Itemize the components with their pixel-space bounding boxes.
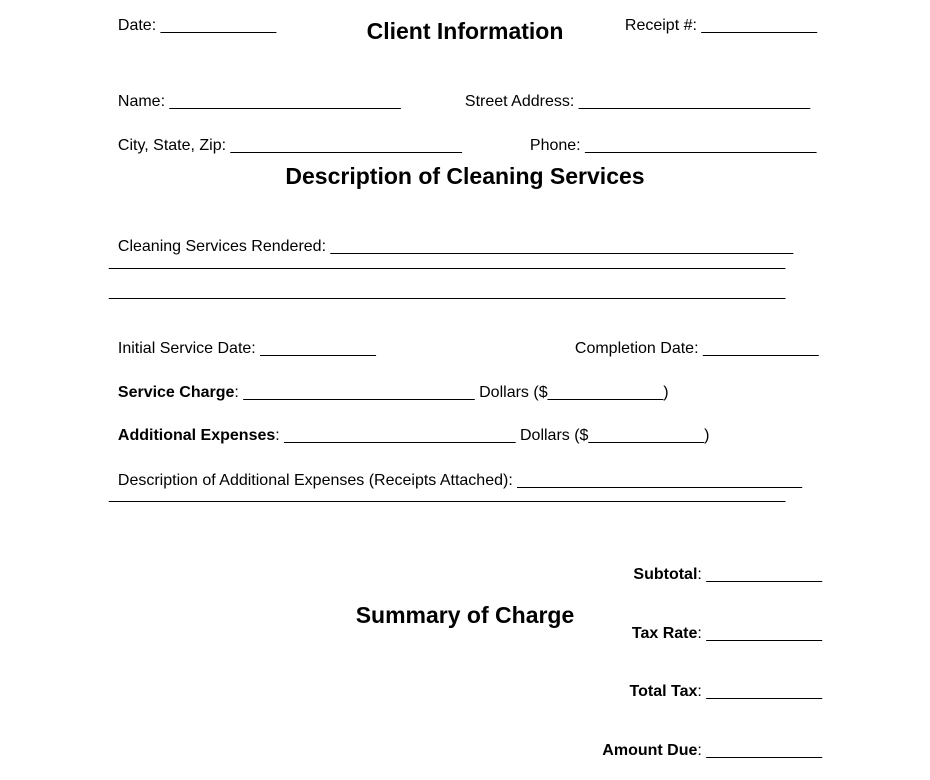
additional-expenses-colon: : [275,427,280,444]
services-rendered-label: Cleaning Services Rendered: [117,238,327,255]
additional-expenses-description-field[interactable] [109,454,802,490]
totals-block [460,526,822,780]
additional-expenses-words-blank[interactable]: __________________________ [284,427,516,444]
receipt-blank[interactable]: _____________ [701,17,818,34]
city-state-zip-field[interactable] [109,119,462,155]
street-address-label: Street Address: [464,93,575,110]
initial-service-date-field[interactable] [109,322,376,358]
additional-expenses-dollars-label: Dollars ($ [519,427,589,444]
receipt-label: Receipt #: [624,17,697,34]
subtotal-field[interactable] [460,565,822,585]
service-charge-colon: : [234,384,239,401]
amount-due-field[interactable] [460,741,822,761]
additional-expenses-description-label: Description of Additional Expenses (Receipts Attached): [117,472,513,489]
subtotal-label: Subtotal [633,566,698,583]
total-tax-blank[interactable]: _____________ [706,683,822,700]
total-tax-colon: : [697,683,702,700]
client-information-heading: Client Information [366,18,564,44]
service-charge-dollars-label: Dollars ($ [479,384,548,401]
initial-service-date-label: Initial Service Date: [117,340,256,357]
additional-expenses-description-line-2[interactable]: ____________________________________________________________________________ [109,486,786,503]
tax-rate-colon: : [697,624,702,642]
tax-rate-label: Tax Rate [631,624,698,642]
name-field[interactable] [109,75,401,111]
services-rendered-blank[interactable]: ____________________________________________________ [330,238,794,255]
name-label: Name: [117,93,166,110]
completion-date-field[interactable] [566,322,819,358]
street-address-blank[interactable]: __________________________ [578,93,811,110]
phone-field[interactable] [521,119,816,155]
services-rendered-field[interactable] [109,220,793,256]
additional-expenses-label: Additional Expenses [117,427,276,444]
total-tax-field[interactable] [460,682,822,702]
services-rendered-line-2[interactable]: ____________________________________________________________________________ [109,253,786,270]
subtotal-blank[interactable]: _____________ [706,566,822,583]
completion-date-blank[interactable]: _____________ [702,340,819,357]
phone-label: Phone: [529,137,581,154]
name-blank[interactable]: __________________________ [169,93,401,110]
amount-due-blank[interactable]: _____________ [706,741,822,759]
total-tax-label: Total Tax [629,683,698,700]
additional-expenses-field[interactable] [109,409,709,445]
service-charge-field[interactable] [109,366,669,402]
service-charge-label: Service Charge [117,384,235,401]
service-charge-words-blank[interactable]: __________________________ [243,384,475,401]
services-rendered-line-3[interactable]: ____________________________________________________________________________ [109,283,786,300]
additional-expenses-amount-blank[interactable]: _____________ [588,427,705,444]
subtotal-colon: : [697,566,702,583]
additional-expenses-description-blank[interactable]: ________________________________ [517,472,802,489]
summary-of-charge-heading: Summary of Charge [355,602,575,628]
service-charge-close-paren: ) [663,384,669,401]
city-state-zip-blank[interactable]: __________________________ [230,137,462,154]
completion-date-label: Completion Date: [574,340,699,357]
service-charge-amount-blank[interactable]: _____________ [547,384,664,401]
initial-service-date-blank[interactable]: _____________ [260,340,376,357]
additional-expenses-close-paren: ) [704,427,710,444]
cleaning-services-heading: Description of Cleaning Services [285,163,645,189]
city-state-zip-label: City, State, Zip: [117,137,227,154]
amount-due-colon: : [697,741,702,759]
phone-blank[interactable]: __________________________ [585,137,817,154]
date-label: Date: [117,17,157,34]
date-blank[interactable]: _____________ [160,17,277,34]
street-address-field[interactable] [456,75,810,111]
amount-due-label: Amount Due [602,741,698,759]
tax-rate-blank[interactable]: _____________ [706,624,822,642]
